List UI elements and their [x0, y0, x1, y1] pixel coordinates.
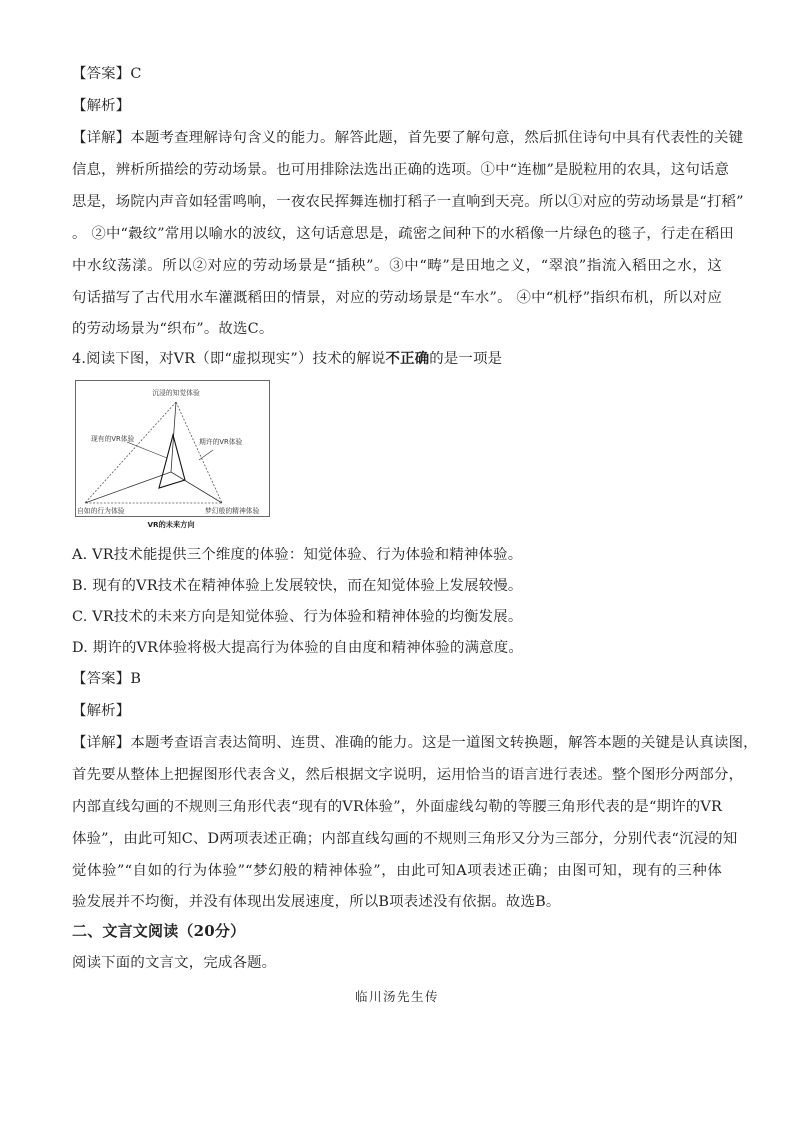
option-d: D. 期许的VR体验将极大提高行为体验的自由度和精神体验的满意度。: [72, 640, 523, 656]
option-c: C. VR技术的未来方向是知觉体验、行为体验和精神体验的均衡发展。: [72, 609, 523, 625]
explanation-line: 【详解】本题考查理解诗句含义的能力。解答此题，首先要了解句意，然后抓住诗句中具有代表性的关键: [72, 130, 744, 146]
explanation-line: 体验”，由此可知C、D两项表述正确；内部直线勾画的不规则三角形又分为三部分，分别代表“沉浸的知: [72, 831, 738, 847]
vr-diagram: [75, 380, 285, 530]
label-expected-vr: 期许的VR体验: [199, 438, 243, 446]
question-stem-emphasis: 不正确: [385, 350, 430, 367]
question-stem-post: 的是一项是: [429, 351, 503, 367]
explanation-line: 的劳动场景为“织布”。故选C。: [72, 321, 274, 337]
explanation-line: 中水纹荡漾。所以②对应的劳动场景是“插秧”。③中“畴”是田地之义，“翠浪”指流入稻田之水，这: [72, 258, 722, 274]
explanation-line: 验发展并不均衡，并没有体现出发展速度，所以B项表述没有依据。故选B。: [72, 894, 561, 910]
section-instruction: 阅读下面的文言文，完成各题。: [72, 955, 277, 971]
vr-diagram-svg: [75, 380, 285, 530]
option-b: B. 现有的VR技术在精神体验上发展较快，而在知觉体验上发展较慢。: [72, 578, 523, 594]
label-current-vr: 现有的VR体验: [91, 435, 135, 443]
explanation-line: 信息，辨析所描绘的劳动场景。也可用排除法选出正确的选项。①中“连枷”是脱粒用的农具，这句话意: [72, 162, 730, 178]
explanation-line: 句话描写了古代用水车灌溉稻田的情景，对应的劳动场景是“车水”。 ④中“机杼”指织布机，所以对应: [72, 290, 722, 306]
diagram-caption: VR的未来方向: [147, 520, 195, 529]
analysis-label-1: 【解析】: [72, 98, 131, 114]
explanation-line: 。 ②中“縠纹”常用以喻水的波纹，这句话意思是，疏密之间种下的水稻像一片绿色的毯子，行走在稻田: [72, 226, 734, 242]
answer-label-1: 【答案】C: [72, 66, 142, 82]
explanation-line: 觉体验”“自如的行为体验”“梦幻般的精神体验”，由此可知A项表述正确；由图可知，现有的三种体: [72, 863, 722, 879]
explanation-line: 思是，场院内声音如轻雷鸣响，一夜农民挥舞连枷打稻子一直响到天亮。所以①对应的劳动场景是“打稻”: [72, 194, 744, 210]
explanation-line: 首先要从整体上把握图形代表含义，然后根据文字说明，运用恰当的语言进行表述。整个图形分两部分，: [72, 767, 744, 783]
explanation-line: 【详解】本题考查语言表达简明、连贯、准确的能力。这是一道图文转换题，解答本题的关键是认真读图，: [72, 735, 758, 751]
section-heading: 二、文言文阅读（20分）: [72, 922, 246, 940]
label-perception: 沉浸的知觉体验: [152, 389, 200, 397]
question-4-stem: [72, 349, 722, 369]
analysis-label-2: 【解析】: [72, 703, 131, 719]
label-behavior: 自如的行为体验: [77, 507, 125, 515]
option-a: A. VR技术能提供三个维度的体验：知觉体验、行为体验和精神体验。: [72, 547, 523, 563]
explanation-line: 内部直线勾画的不规则三角形代表“现有的VR体验”，外面虚线勾勒的等腰三角形代表的是“期许的VR: [72, 799, 722, 815]
question-stem-pre: 4.阅读下图，对VR（即“虚拟现实”）技术的解说: [72, 351, 386, 367]
passage-title: 临川汤先生传: [354, 989, 439, 1004]
answer-label-2: 【答案】B: [72, 671, 142, 687]
label-spirit: 梦幻般的精神体验: [205, 507, 260, 515]
